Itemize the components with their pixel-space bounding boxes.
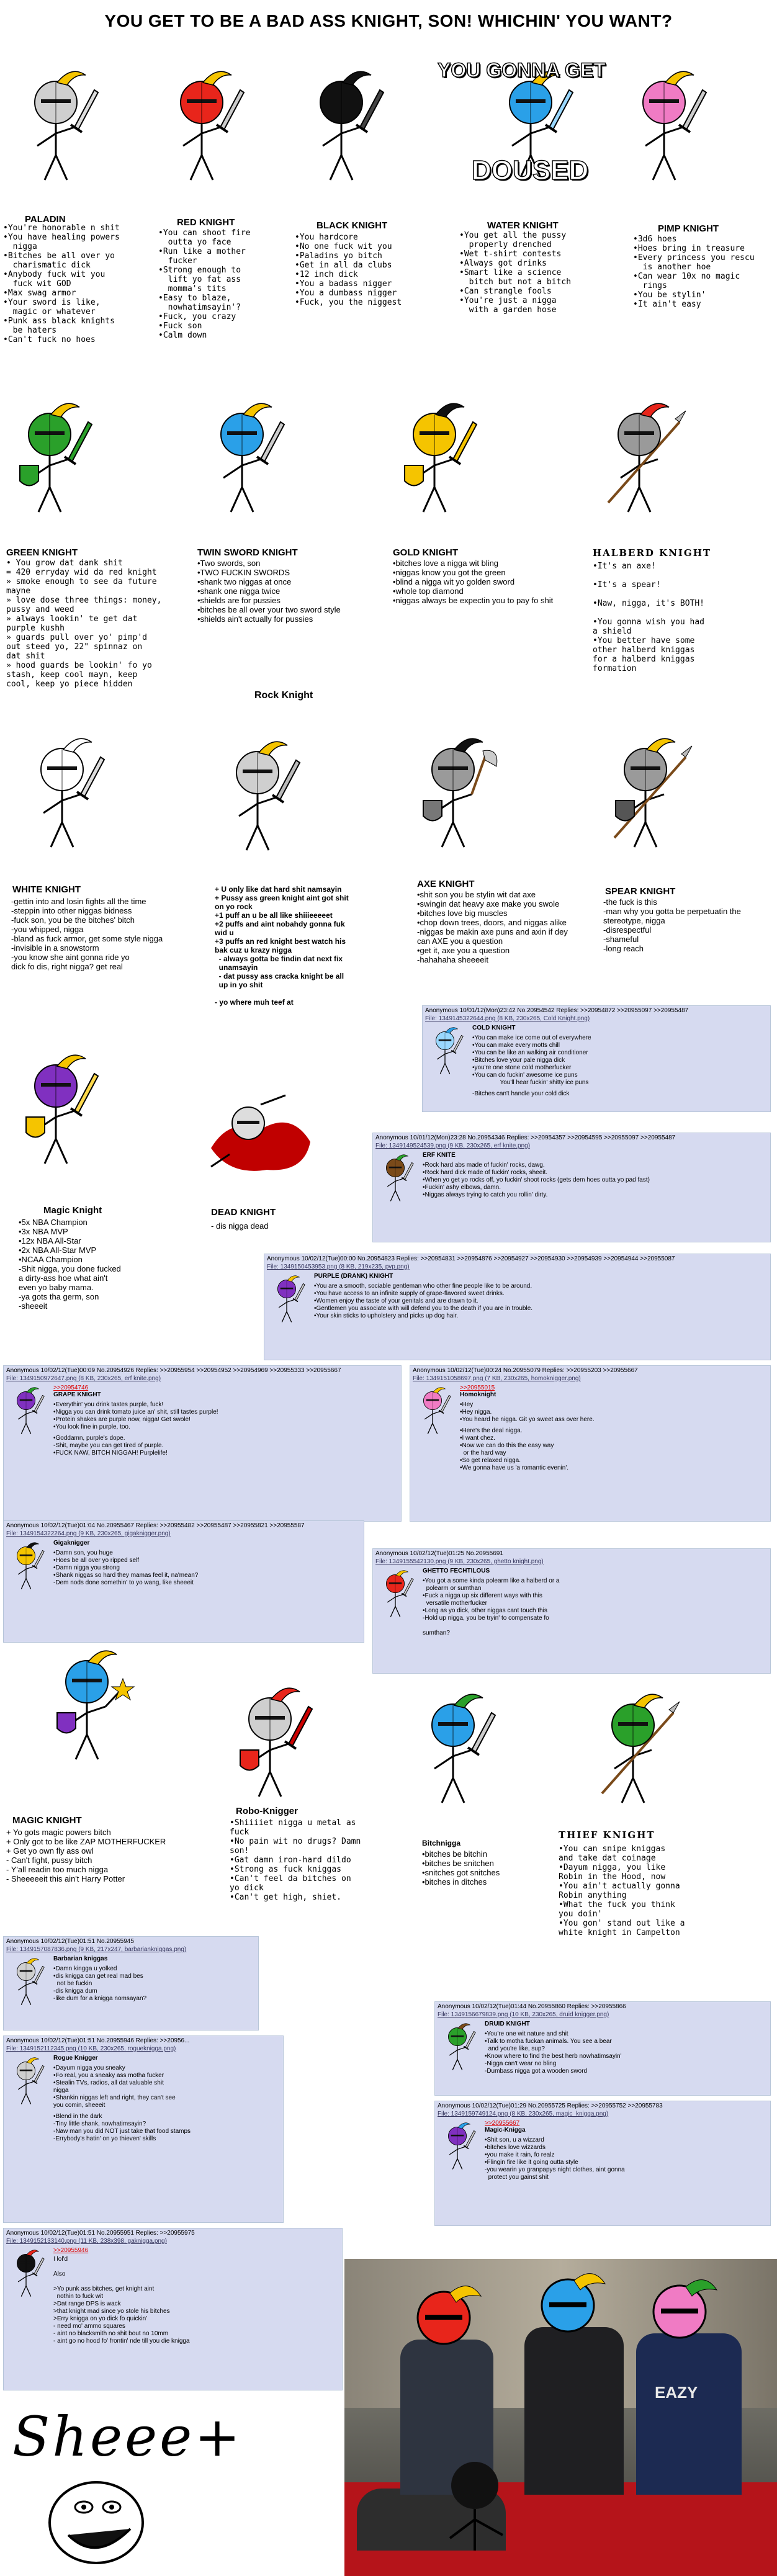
forum-post	[3, 2228, 343, 2390]
post-file-info	[373, 1558, 770, 1565]
post-thumb-figure	[7, 1955, 45, 2006]
knight-description: •You can snipe kniggas and take dat coinage •Dayum nigga, you like Robin in the Hood, now •You ain't actually gonna Robin anything •What the fuck you think you doin' •You gon' stand out like a white knight in Campelton	[559, 1844, 685, 1937]
post-thumb-figure	[377, 1152, 414, 1203]
post-file-link[interactable]: File: 1349155542130.png (9 KB, 230x265, ghetto knight.png)	[375, 1558, 544, 1565]
magic-knight-figure	[43, 1645, 130, 1762]
thief-knight-figure	[590, 1688, 676, 1806]
forum-post	[3, 1936, 259, 2031]
post-title: GRAPE KNIGHT	[53, 1391, 101, 1398]
post-title: COLD KNIGHT	[472, 1025, 516, 1031]
knight-description: • You grow dat dank shit = 420 erryday wid da red knight » smoke enough to see da future mayne » love dose three things: money, pussy and weed » always lookin' te get dat purple kushh » guards pull over yo' pimp'd out steed yo, 22" spinnaz on dat shit » hood guards be lookin' fo yo stash, keep cool mayn, keep cool, keep yo piece hidden	[6, 559, 162, 689]
post-title: Rogue Knigger	[53, 2055, 98, 2062]
page-title: YOU GET TO BE A BAD ASS KNIGHT, SON! WHICHIN' YOU WANT?	[104, 11, 673, 30]
post-file-info	[4, 1375, 401, 1382]
forum-post	[372, 1548, 771, 1674]
post-header: Anonymous 10/01/12(Mon)23:42 No.20954542 Replies: >>20954872 >>20955097 >>20955487	[425, 1007, 689, 1014]
post-file-link[interactable]: File: 1349156679839.png (10 KB, 230x265, druid knigger.png)	[438, 2011, 609, 2018]
knight-description: •Two swords, son •TWO FUCKIN SWORDS •shank two niggas at once •shank one nigga twice •shields are for pussies •bitches be all over your two sword style •shields ain't actually for pussies	[197, 559, 341, 624]
knight-figure	[227, 1682, 313, 1802]
forum-post	[264, 1254, 771, 1360]
post-footer: •Goddamn, purple's dope. -Shit, maybe you can get tired of purple. •FUCK NAW, BITCH NIGGAH! Purplelife!	[53, 1435, 168, 1456]
forum-post	[3, 1365, 402, 1522]
post-thumb-figure	[7, 1384, 45, 1435]
post-thumbnail[interactable]	[439, 2021, 476, 2073]
post-file-link[interactable]: File: 1349152112345.png (10 KB, 230x265, rogueknigga.png)	[6, 2045, 176, 2052]
post-body: •Everythin' you drink tastes purple, fuck! •Nigga you can drink tomato juice an' shit, still tastes purple! •Protein shakes are purple now, nigga! Get swole! •You look fine in purple, too.	[53, 1401, 218, 1430]
post-header: Anonymous 10/02/12(Tue)01:51 No.20955945	[6, 1938, 134, 1945]
knight-description: •5x NBA Champion •3x NBA MVP •12x NBA All-Star •2x NBA All-Star MVP •NCAA Champion -Shit nigga, you done fucked a dirty-ass hoe what ain't even yo baby mama. -ya gots tha germ, son -sheeeit	[19, 1218, 121, 1311]
knight-figure	[391, 397, 478, 518]
post-thumbnail[interactable]	[268, 1273, 305, 1326]
knight-figure	[410, 1688, 496, 1808]
post-thumb-figure	[7, 2247, 45, 2298]
post-body: I lol'd Also >Yo punk ass bitches, get knight aint nothin to fuck wit >Dat range DPS is wack >that knight mad since yo stole his bitches >Erry knigga on yo dick fo quickin' - need mo' ammo squares - aint no blacksmith no shit bout no 10mm - aint go no hood fo' frontin' nde till you die knigga	[53, 2256, 190, 2345]
post-file-link[interactable]: File: 1349152133140.png (11 KB, 238x398, gaknigga.png)	[6, 2238, 167, 2245]
knight-description: - dis nigga dead	[211, 1221, 269, 1231]
knight-description: •3d6 hoes •Hoes bring in treasure •Every princess you rescu is another hoe •Can wear 10x no magic rings •You be stylin' •It ain't easy	[633, 235, 755, 309]
sheeet-caption: Sheee+	[12, 2405, 243, 2469]
post-file-link[interactable]: File: 1349159749124.png (8 KB, 230x265, magic_knigga.png)	[438, 2111, 609, 2117]
black-knight-figure	[298, 65, 385, 183]
post-title: Gigaknigger	[53, 1540, 90, 1546]
knight-name: WHITE KNIGHT	[12, 884, 81, 895]
rock-knight-figure	[214, 735, 301, 853]
dead-knight-figure	[205, 1092, 317, 1182]
post-thumbnail[interactable]	[377, 1152, 414, 1205]
bitchnigga-figure	[410, 1688, 496, 1806]
knight-description: •You can shoot fire outta yo face •Run like a mother fucker •Strong enough to lift yo fat ass momma's tits •Easy to blaze, nowhatimsayin'? •Fuck, you crazy •Fuck son •Calm down	[158, 228, 251, 340]
forum-post	[372, 1133, 771, 1242]
axe-knight-figure	[410, 732, 496, 850]
post-body: •Dayum nigga you sneaky •Fo real, you a sneaky ass motha fucker •Stealin TVs, radios, all dat valuable shit nigga •Shankin niggas left and right, they can't see you comin, sheeeit	[53, 2065, 176, 2109]
post-quote-link[interactable]: >>20955667	[485, 2120, 520, 2127]
knight-description: •bitches be bitchin •bitches be snitchen •snitches got snitches •bitches in ditches	[422, 1849, 500, 1887]
knight-figure	[199, 397, 285, 518]
post-footer: •Blend in the dark -Tiny little shank, nowhatimsayin? -Naw man you did NOT just take that food stamps -Errybody's hatin' on yo thieven' skills	[53, 2113, 191, 2142]
post-thumb-figure	[377, 1568, 414, 1618]
knight-name: GREEN KNIGHT	[6, 547, 78, 558]
post-thumbnail[interactable]	[7, 1955, 45, 2008]
post-file-info	[410, 1375, 770, 1382]
rock-knight-name: Rock Knight	[254, 690, 313, 701]
post-thumb-figure	[7, 1540, 45, 1591]
doused-top-text: YOU GONNA GET	[438, 59, 606, 81]
post-thumbnail[interactable]	[426, 1025, 464, 1077]
post-footer: -Bitches can't handle your cold dick	[472, 1090, 570, 1097]
knight-name: WATER KNIGHT	[487, 220, 559, 231]
knight-description: -gettin into and losin fights all the time -steppin into other niggas bidness -fuck son, you be the bitches' bitch -you whipped, nigga -bland as fuck armor, get some style nigga -invisible in a snowstorm -you know she aint gonna ride yo dick fo dis, right nigga? get real	[11, 897, 163, 971]
post-header: Anonymous 10/02/12(Tue)01:25 No.20955691	[375, 1550, 503, 1557]
knight-figure	[602, 732, 689, 853]
knight-name: GOLD KNIGHT	[393, 547, 458, 558]
post-thumbnail[interactable]	[377, 1568, 414, 1620]
post-thumbnail[interactable]	[7, 2247, 45, 2300]
post-file-info	[4, 1530, 364, 1537]
post-file-link[interactable]: File: 1349150453953.png (8 KB, 219x235, pvp.png)	[267, 1263, 410, 1270]
post-thumb-figure	[439, 2120, 476, 2171]
post-file-info	[373, 1142, 770, 1149]
knight-figure	[590, 1688, 676, 1808]
post-file-link[interactable]: File: 1349149524539.png (9 KB, 230x265, erf knite.png)	[375, 1142, 531, 1149]
knight-figure	[19, 732, 106, 853]
knight-name: THIEF KNIGHT	[559, 1829, 655, 1841]
post-header: Anonymous 10/02/12(Tue)01:51 No.20955951 Replies: >>20955975	[6, 2230, 195, 2237]
post-file-info	[435, 2111, 770, 2117]
knight-figure	[410, 732, 496, 853]
red-knight-figure	[158, 65, 245, 183]
knight-name: HALBERD KNIGHT	[593, 547, 712, 559]
post-file-link[interactable]: File: 1349145322644.png (8 KB, 230x265, Cold Knight.png)	[425, 1015, 590, 1022]
post-body: •You can make ice come out of everywhere •You can make every motts chill •You can be like an walking air conditioner •Bitches love your pale nigga dick •you're one stone cold motherfucker •You can do fuckin' awesome ice puns You'll hear fuckin' shitty ice puns	[472, 1034, 591, 1086]
post-body: •Rock hard abs made of fuckin' rocks, dawg. •Rock hard dick made of fuckin' rocks, sheeit. •When yo get yo rocks off, yo fuckin' shoot rocks (gets dem hoes outta yo pad fast) •Fuckin' ashy elbows, damn. •Niggas always trying to catch you rollin' dirty.	[423, 1162, 650, 1198]
green-knight-figure	[6, 397, 93, 515]
post-header: Anonymous 10/02/12(Tue)00:00 No.20954823 Replies: >>20954831 >>20954876 >>20954927 >>20954930 >>20954939 >>20954944 >>20955087	[267, 1255, 675, 1262]
pimp-knight-figure	[621, 65, 707, 183]
knight-description: •shit son you be stylin wit dat axe •swingin dat heavy axe make you swole •bitches love big muscles •chop down trees, doors, and niggas alike -niggas be makin axe puns and axin if dey can AXE you a question •get it, axe you a question -hahahaha sheeeeit	[417, 890, 568, 964]
post-thumbnail[interactable]	[7, 2055, 45, 2107]
post-file-link[interactable]: File: 1349157087836.png (9 KB, 217x247, barbariankniggas.png)	[6, 1946, 187, 1953]
knight-description: •It's an axe! •It's a spear! •Naw, nigga, it's BOTH! •You gonna wish you had a shield •You better have some other halberd kniggas for a halberd kniggas formation	[593, 562, 705, 673]
post-thumb-figure	[439, 2021, 476, 2071]
knight-description: -the fuck is this -man why you gotta be perpetuatin the stereotype, nigga -disrespectful -shameful -long reach	[603, 897, 741, 953]
forum-post	[434, 2001, 771, 2096]
knight-description: •Shiiiiet nigga u metal as fuck •No pain wit no drugs? Damn son! •Gat damn iron-hard dildo •Strong as fuck kniggas •Can't feel da bitches on yo dick •Can't get high, shiet.	[230, 1818, 361, 1902]
knight-name: PIMP KNIGHT	[658, 223, 719, 234]
forum-post	[3, 1520, 364, 1643]
post-body: •Damn son, you huge •Hoes be all over yo ripped self •Damn nigga you strong •Shank niggas so hard they mamas feel it, na'mean? -Dem nods done somethin' to yo wang, like sheeeit	[53, 1550, 199, 1586]
post-file-link[interactable]: File: 1349154322264.png (9 KB, 230x265, gigaknigger.png)	[6, 1530, 171, 1537]
robo-knigger-figure	[227, 1682, 313, 1800]
twin-sword-knight-figure	[199, 397, 285, 515]
black-knight-bottom	[434, 2457, 515, 2575]
knight-description: •bitches love a nigga wit bling •niggas know you got the green •blind a nigga wit yo golden sword •whole top diamond •niggas always be expectin you to pay fo shit	[393, 559, 554, 605]
post-header: Anonymous 10/02/12(Tue)00:24 No.20955079 Replies: >>20955203 >>20955667	[413, 1367, 638, 1374]
post-title: ERF KNITE	[423, 1152, 456, 1159]
post-body: •You're one wit nature and shit •Talk to motha fuckan animals. You see a bear and you're like, sup? •Know where to find the best herb nowhatimsayin' -Nigga can't wear no bling -Dumbass nigga got a wooden sword	[485, 2031, 622, 2075]
post-file-info	[4, 2045, 283, 2052]
knight-name: Magic Knight	[43, 1205, 102, 1216]
paladin-figure	[12, 65, 99, 183]
gold-knight-figure	[391, 397, 478, 515]
knight-name: Robo-Knigger	[236, 1806, 298, 1816]
post-body: •Damn kingga u yolked •dis knigga can get real mad bes not be fuckin -dis knigga dum -like dum for a knigga nomsayan?	[53, 1965, 147, 2002]
post-header: Anonymous 10/02/12(Tue)01:44 No.20955860 Replies: >>20955866	[438, 2003, 626, 2010]
magic-knight-figure	[12, 1049, 99, 1169]
post-header: Anonymous 10/02/12(Tue)00:09 No.20954926 Replies: >>20955954 >>20954952 >>20954969 >>20955333 >>20955667	[6, 1367, 341, 1374]
knight-figure	[6, 397, 93, 518]
post-header: Anonymous 10/01/12(Mon)23:28 No.20954346 Replies: >>20954357 >>20954595 >>20955097 >>20955487	[375, 1134, 676, 1141]
post-body: •Hey •Hey nigga. •You heard he nigga. Git yo sweet ass over here.	[460, 1401, 595, 1423]
post-title: Homoknight	[460, 1391, 496, 1398]
post-thumbnail[interactable]	[439, 2120, 476, 2173]
post-title: GHETTO FECHTILOUS	[423, 1568, 490, 1574]
person-right	[636, 2333, 742, 2495]
post-file-info	[264, 1263, 770, 1270]
trollface-drawing	[43, 2476, 149, 2569]
knight-figure	[298, 65, 385, 186]
knight-description: + Yo gots magic powers bitch + Only got to be like ZAP MOTHERFUCKER + Get yo own fly ass owl - Can't fight, pussy bitch - Y'all readin too much nigga - Sheeeeeit this ain't Harry Potter	[6, 1828, 166, 1883]
post-thumbnail[interactable]	[7, 1384, 45, 1437]
knight-figure	[158, 65, 245, 186]
post-thumb-figure	[268, 1273, 305, 1324]
knight-name: MAGIC KNIGHT	[12, 1815, 82, 1826]
post-title: Barbarian kniggas	[53, 1955, 108, 1962]
post-file-info	[423, 1015, 770, 1022]
knight-name: SPEAR KNIGHT	[605, 886, 676, 897]
post-file-info	[4, 2238, 342, 2245]
post-file-link[interactable]: File: 1349151058697.png (7 KB, 230x265, homoknigger.png)	[413, 1375, 581, 1382]
post-file-info	[435, 2011, 770, 2018]
post-quote-link[interactable]: >>20954746	[53, 1384, 89, 1391]
knight-figure	[12, 65, 99, 186]
knight-description: •You get all the pussy properly drenched •Wet t-shirt contests •Always got drinks •Smart like a science bitch but not a bitch •Can strangle fools •You're just a nigga with a garden hose	[459, 231, 572, 315]
rock-knight-figure	[214, 735, 301, 856]
post-thumb-figure	[414, 1384, 451, 1435]
rock-knight-text: + U only like dat hard shit namsayin + Pussy ass green knight aint got shit on yo rock +1 puff an u be all like shiiieeeeet +2 puffs and aint nobahdy gonna fuk wid u +3 puffs an red knight best watch his bak cuz u krazy nigga - always gotta be findin dat next fix unamsayin - dat pussy ass cracka knight be all up in yo shit - yo where muh teef at	[215, 885, 349, 1007]
post-title: Magic-Knigga	[485, 2127, 526, 2134]
knight-name: DEAD KNIGHT	[211, 1207, 276, 1218]
forum-post	[434, 2101, 771, 2226]
person-middle	[524, 2327, 624, 2495]
forum-post	[422, 1005, 771, 1112]
post-body: •You got a some kinda polearm like a halberd or a polearm or sumthan •Fuck a nigga up six different ways with this versatile motherfucker •Long as yo dick, other niggas cant touch this -Hold up nigga, you be tryin' to compensate fo sumthan?	[423, 1577, 560, 1636]
knight-description: •You hardcore •No one fuck wit you •Paladins yo bitch •Get in all da clubs •12 inch dick •You a badass nigger •You a dumbass nigger •Fuck, you the niggest	[295, 233, 402, 307]
magic-knight-figure	[12, 1049, 99, 1167]
post-thumb-figure	[7, 2055, 45, 2106]
doused-bottom-text: DOUSED	[472, 155, 589, 186]
halberd-knight-figure	[596, 397, 683, 515]
post-title: PURPLE (DRANK) KNIGHT	[314, 1273, 393, 1280]
post-title: DRUID KNIGHT	[485, 2021, 530, 2027]
knight-name: TWIN SWORD KNIGHT	[197, 547, 298, 558]
knight-figure	[43, 1645, 130, 1765]
white-knight-figure	[19, 732, 106, 850]
spear-knight-figure	[602, 732, 689, 850]
post-header: Anonymous 10/02/12(Tue)01:29 No.20955725 Replies: >>20955752 >>20955783	[438, 2103, 663, 2109]
post-file-link[interactable]: File: 1349150972647.png (8 KB, 230x265, erf knite.png)	[6, 1375, 161, 1382]
knight-figure	[596, 397, 683, 518]
knight-name: Bitchnigga	[422, 1839, 460, 1847]
knight-name: BLACK KNIGHT	[317, 220, 388, 231]
post-quote-link[interactable]: >>20955015	[460, 1384, 495, 1391]
post-footer: •Here's the deal nigga. •I want chez. •Now we can do this the easy way or the hard way •So get relaxed nigga. •We gonna have us 'a romantic evenin'.	[460, 1427, 569, 1471]
group-photo: EAZY	[344, 2259, 777, 2576]
knight-name: AXE KNIGHT	[417, 879, 475, 889]
knight-figure	[621, 65, 707, 186]
post-file-info	[4, 1946, 258, 1953]
knight-name: RED KNIGHT	[177, 217, 235, 228]
knight-name: PALADIN	[25, 214, 66, 225]
post-body: •Shit son, u a wizzard •bitches love wizzards •you make it rain, fo realz •Flingin fire like it going outta style -you wearin yo granpapys night clothes, aint gonna protect you gainst shit	[485, 2137, 625, 2181]
knight-description: •You're honorable n shit •You have healing powers nigga •Bitches be all over yo charismatic dick •Anybody fuck wit you fuck wit GOD •Max swag armor •Your sword is like, magic or whatever •Punk ass black knights be haters •Can't fuck no hoes	[3, 223, 120, 344]
post-body: •You are a smooth, sociable gentleman who other fine people like to be around. •You have access to an infinite supply of grape-flavored sweet drinks. •Women enjoy the taste of your genitals and are drawn to it. •Gentlemen you associate with will defend you to the death if you are in trouble. •Your skin sticks to upholstery and picks up dog hair.	[314, 1283, 533, 1319]
post-header: Anonymous 10/02/12(Tue)01:51 No.20955946 Replies: >>20956...	[6, 2037, 190, 2044]
post-thumbnail[interactable]	[414, 1384, 451, 1437]
forum-post	[410, 1365, 771, 1522]
post-quote-link[interactable]: >>20955946	[53, 2247, 89, 2254]
post-thumbnail[interactable]	[7, 1540, 45, 1592]
post-header: Anonymous 10/02/12(Tue)01:04 No.20955467 Replies: >>20955482 >>20955487 >>20955821 >>20955587	[6, 1522, 305, 1529]
forum-post	[3, 2035, 284, 2223]
post-thumb-figure	[426, 1025, 464, 1075]
